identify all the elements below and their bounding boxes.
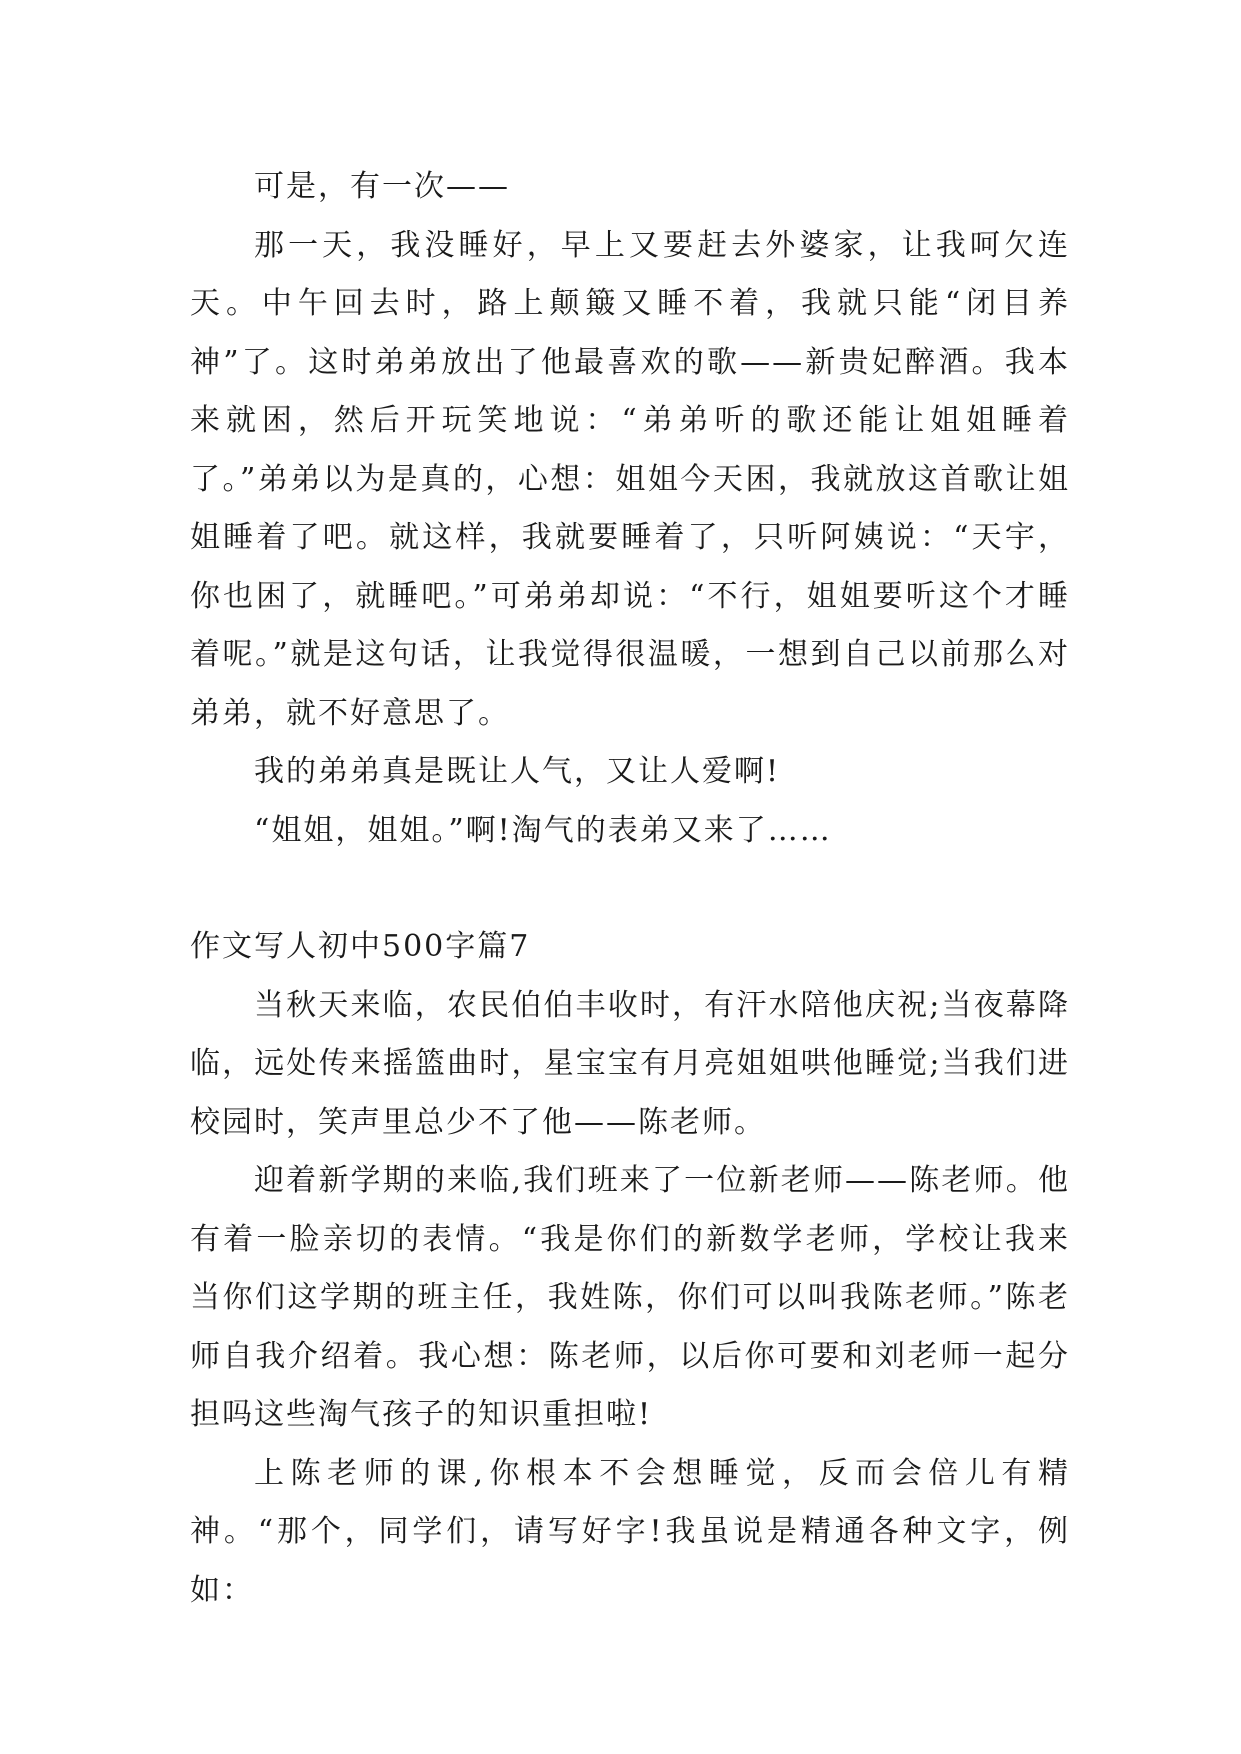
paragraph: 迎着新学期的来临,我们班来了一位新老师——陈老师。他有着一脸亲切的表情。“我是你们的新数学老师，学校让我来当你们这学期的班主任，我姓陈，你们可以叫我陈老师。”陈老师自我介绍着。我心想：陈老师，以后你可要和刘老师一起分担吗这些淘气孩子的知识重担啦! (190, 1163, 1070, 1432)
section-heading: 作文写人初中500字篇7 (190, 929, 531, 964)
paragraph: “姐姐，姐姐。”啊!淘气的表弟又来了…… (254, 812, 832, 848)
paragraph: 可是，有一次—— (254, 169, 510, 204)
paragraph: 那一天，我没睡好，早上又要赶去外婆家，让我呵欠连天。中午回去时，路上颠簸又睡不着，我就只能“闭目养神”了。这时弟弟放出了他最喜欢的歌——新贵妃醉酒。我本来就困，然后开玩笑地说：“弟弟听的歌还能让姐姐睡着了。”弟弟以为是真的，心想：姐姐今天困，我就放这首歌让姐姐睡着了吧。就这样，我就要睡着了，只听阿姨说：“天宇，你也困了，就睡吧。”可弟弟却说：“不行，姐姐要听这个才睡着呢。”就是这句话，让我觉得很温暖，一想到自己以前那么对弟弟，就不好意思了。 (190, 227, 1070, 731)
paragraph: 当秋天来临，农民伯伯丰收时，有汗水陪他庆祝;当夜幕降临，远处传来摇篮曲时，星宝宝有月亮姐姐哄他睡觉;当我们进校园时，笑声里总少不了他——陈老师。 (190, 987, 1070, 1140)
paragraph: 我的弟弟真是既让人气，又让人爱啊! (254, 754, 781, 789)
paragraph: 上陈老师的课,你根本不会想睡觉，反而会倍儿有精神。“那个，同学们，请写好字!我虽说是精通各种文字，例如： (190, 1455, 1070, 1608)
page-body (190, 158, 1070, 1620)
